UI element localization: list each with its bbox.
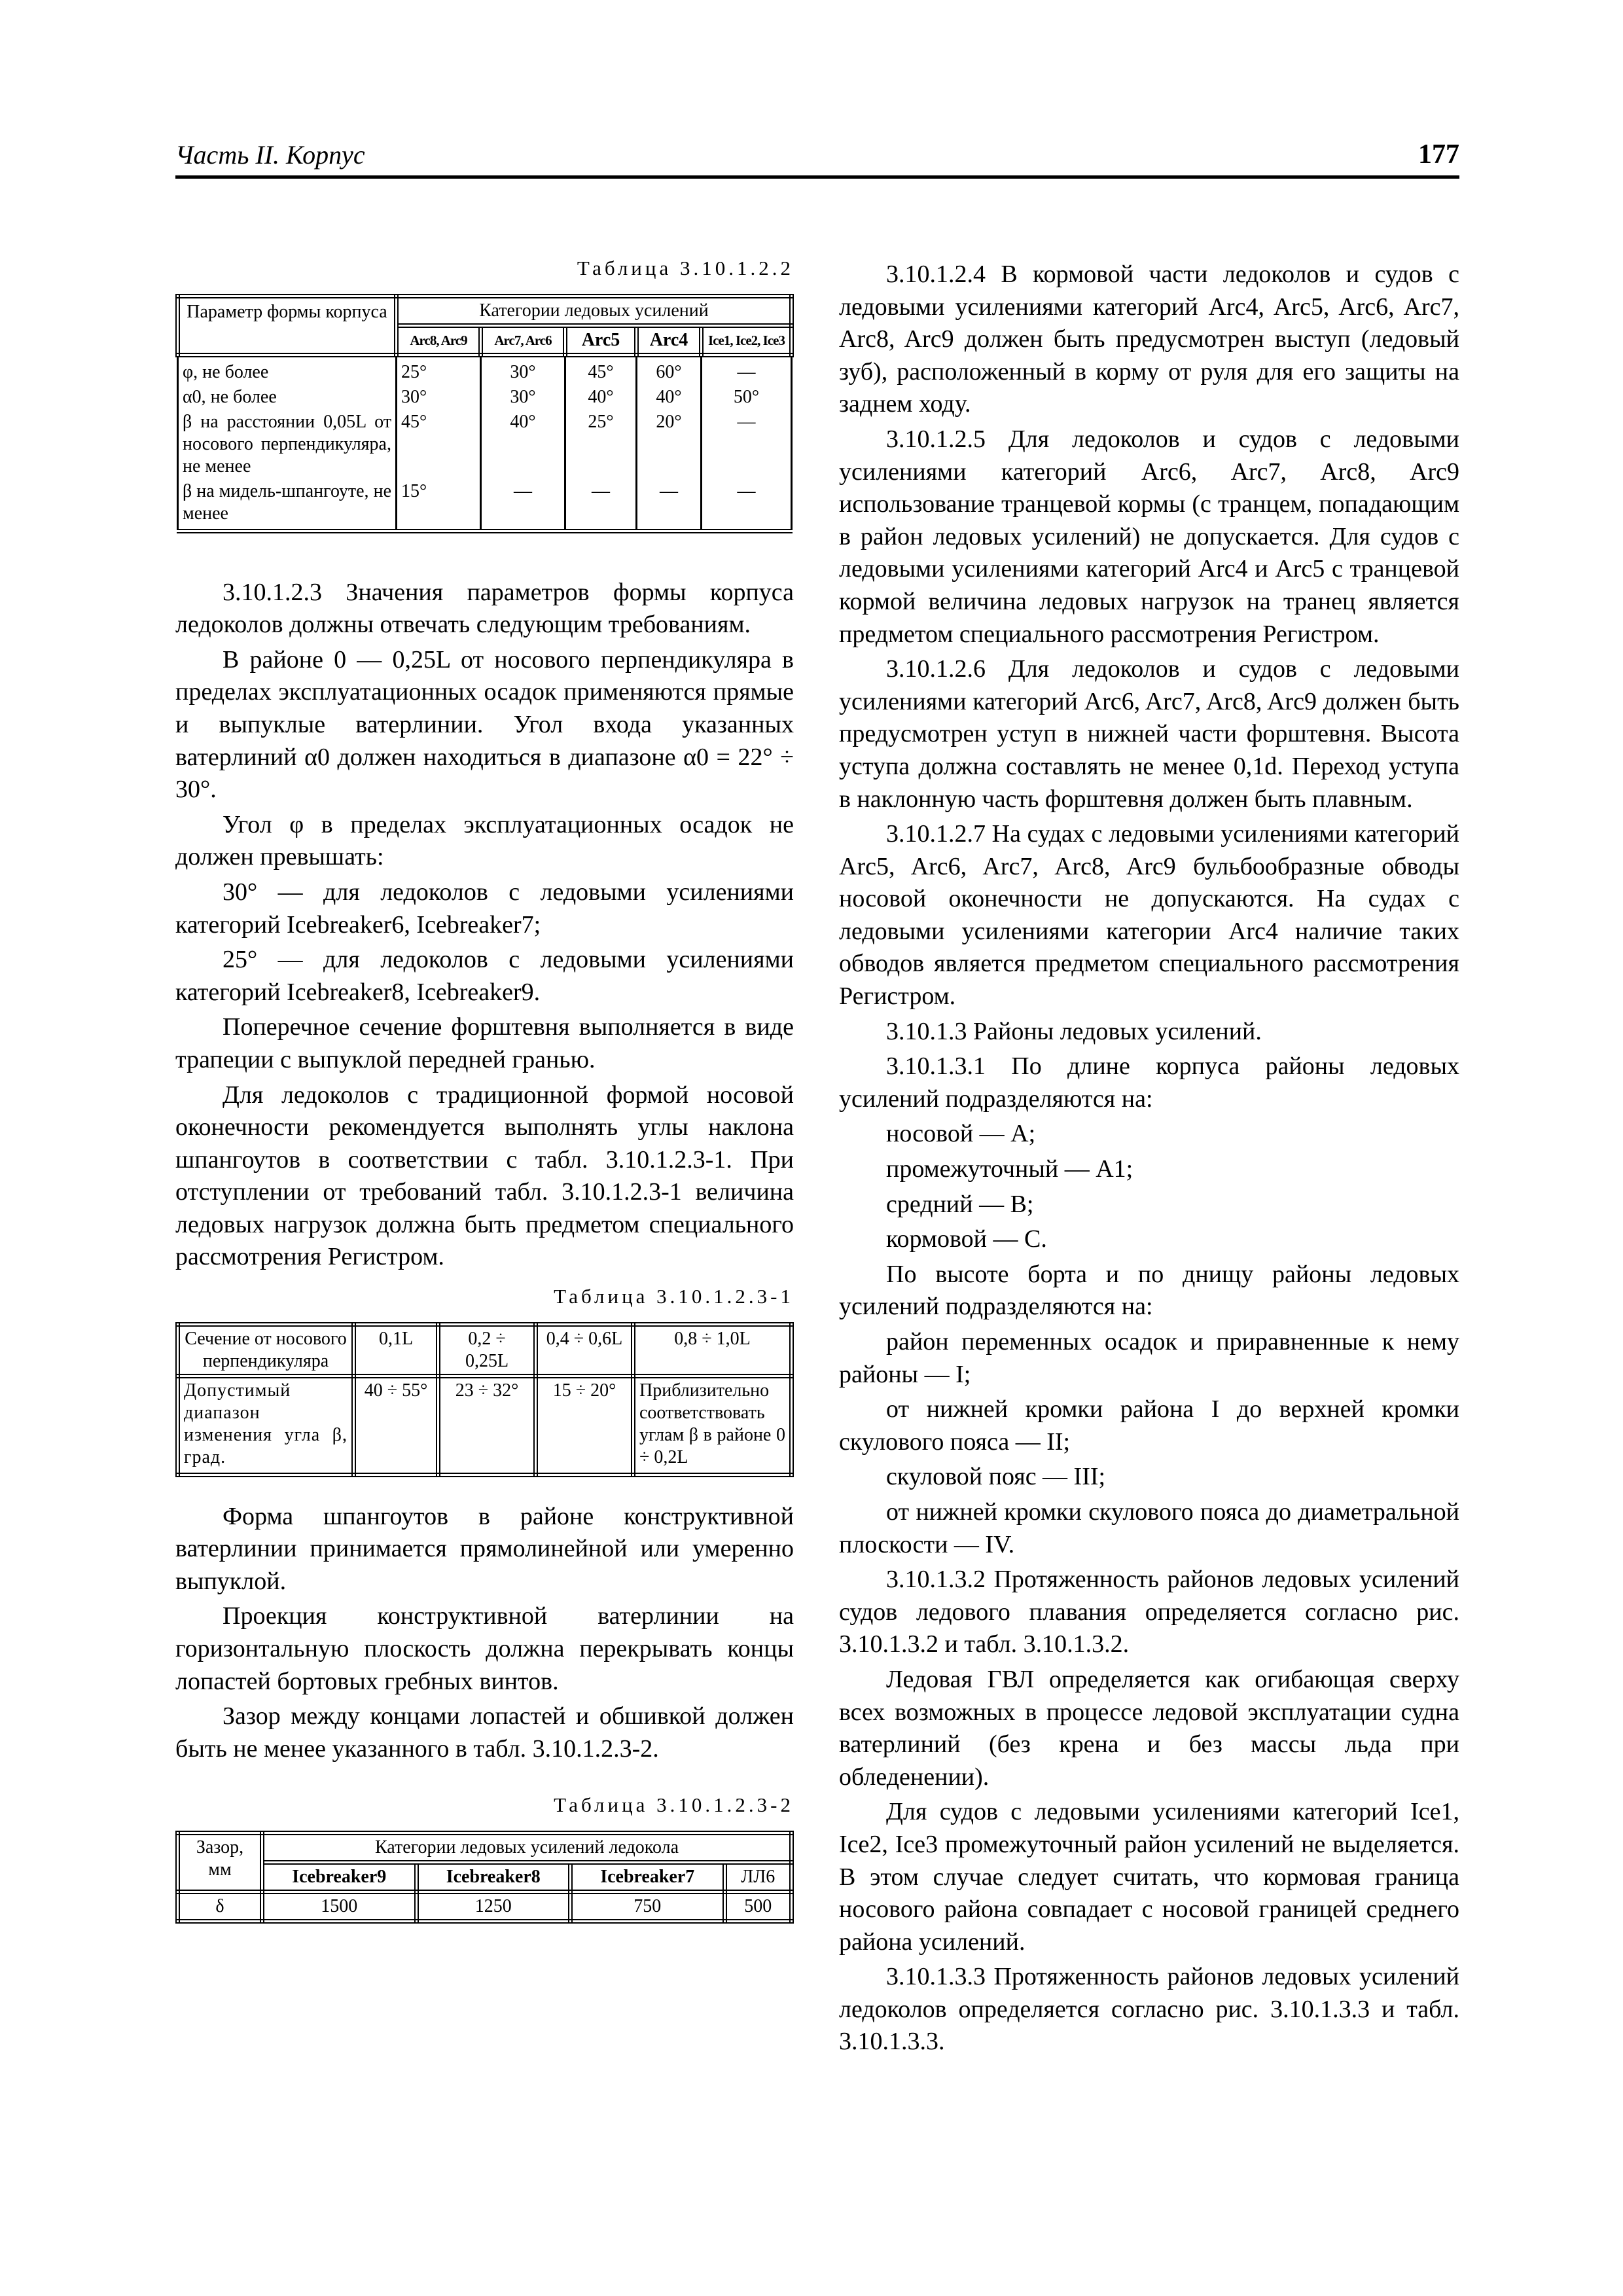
table-col-header: Ice1, Ice2, Ice3 [702, 325, 792, 355]
paragraph: 25° — для ледоколов с ледовыми усилениями категорий Icebreaker8, Icebreaker9. [175, 946, 794, 1006]
paragraph: 30° — для ледоколов с ледовыми усилениями категорий Icebreaker6, Icebreaker7; [175, 878, 794, 939]
page-number: 177 [1418, 139, 1459, 170]
table-col-header: Arc4 [637, 325, 702, 355]
table-header-cell: Категории ледовых усилений ледокола [262, 1833, 792, 1863]
table-col-header: Arc8, Arc9 [397, 325, 481, 355]
table-cell: 45° [401, 411, 427, 432]
running-title: Часть II. Корпус [175, 140, 365, 170]
table-row [178, 410, 792, 479]
paragraph: Зазор между концами лопастей и обшивкой должен быть не менее указанного в табл. 3.10.1.2.3-2. [175, 1702, 794, 1763]
paragraph: Для ледоколов с традиционной формой носовой оконечности рекомендуется выполнять углы наклона шпангоутов в соответствии с табл. 3.10.1.2.3-1. При отступлении от требований табл. 3.10.1.2.3-1 величина ледовых нагрузок должна быть предметом специального рассмотрения Регистром. [175, 1081, 794, 1271]
paragraph: Угол φ в пределах эксплуатационных осадок не должен превышать: [175, 810, 794, 871]
table-cell: 40° [588, 386, 614, 407]
table-header-categories: Категории ледовых усилений [397, 296, 792, 325]
table-caption: Таблица 3.10.1.2.2 [577, 257, 794, 279]
right-column [839, 259, 1459, 2061]
table-frame-angles [175, 1322, 794, 1477]
table-header-cell: Зазор, мм [178, 1833, 262, 1892]
table-cell: 750 [571, 1892, 725, 1922]
table-header-param: Параметр формы корпуса [178, 296, 397, 355]
table-caption: Таблица 3.10.1.2.3-1 [554, 1285, 794, 1308]
table-cell: — [737, 361, 756, 382]
paragraph: 3.10.1.3.3 Протяженность районов ледовых усилений ледоколов определяется согласно рис. 3.10.1.3.3 и табл. 3.10.1.3.3. [839, 1963, 1459, 2056]
table-row [178, 479, 792, 531]
table-cell: Приблизительно соответствовать углам β в районе 0 ÷ 0,2L [633, 1376, 792, 1475]
list-item: кормовой — C. [886, 1225, 1047, 1253]
paragraph: Проекция конструктивной ватерлинии на горизонтальную плоскость должна перекрывать концы лопастей бортовых гребных винтов. [175, 1602, 794, 1695]
table-cell: 40° [656, 386, 682, 407]
table-col-header: Arc7, Arc6 [481, 325, 565, 355]
table-col-header: ЛЛ6 [724, 1863, 792, 1892]
table-header-cell: 0,4 ÷ 0,6L [536, 1324, 633, 1376]
table-cell: 500 [724, 1892, 792, 1922]
table-cell: Допустимый диапазон изменения угла β, град. [178, 1376, 354, 1475]
table-cell: 30° [510, 386, 536, 407]
table-cell: 50° [733, 386, 760, 407]
table-header-cell: 0,1L [354, 1324, 438, 1376]
list-item: носовой — A; [886, 1120, 1036, 1148]
table-cell: β на расстоянии 0,05L от носового перпендикуляра, не менее [183, 411, 391, 476]
table-header-cell: 0,8 ÷ 1,0L [633, 1324, 792, 1376]
table-cell: 60° [656, 361, 682, 382]
paragraph: 3.10.1.2.7 На судах с ледовыми усилениями категорий Arc5, Arc6, Arc7, Arc8, Arc9 бульбообразные обводы носовой оконечности не допускаются. На судах с ледовыми усилениями категории Arc4 наличие таких обводов является предметом специального рассмотрения Регистром. [839, 820, 1459, 1011]
table-row [178, 385, 792, 410]
table-col-header: Icebreaker9 [262, 1863, 417, 1892]
table-hull-shape [175, 294, 794, 533]
paragraph: 3.10.1.2.3 Значения параметров формы корпуса ледоколов должны отвечать следующим требованиям. [175, 578, 794, 639]
paragraph: Поперечное сечение форштевня выполняется в виде трапеции с выпуклой передней гранью. [175, 1013, 794, 1073]
paragraph: 3.10.1.2.6 Для ледоколов и судов с ледовыми усилениями категорий Arc6, Arc7, Arc8, Arc9 должен быть предусмотрен уступ в нижней части форштевня. Высота уступа должна составлять не менее 0,1d. Переход уступа в наклонную часть форштевня должен быть плавным. [839, 655, 1459, 813]
table-cell: 30° [401, 386, 427, 407]
table-cell: — [660, 480, 678, 501]
table-cell: 1500 [262, 1892, 417, 1922]
table-cell: 15 ÷ 20° [536, 1376, 633, 1475]
left-column [175, 252, 794, 1924]
table-cell: 25° [588, 411, 614, 432]
list-item: средний — B; [886, 1190, 1034, 1218]
table-cell: — [737, 480, 756, 501]
table-cell: 30° [510, 361, 536, 382]
table-cell: φ, не более [183, 361, 269, 382]
table-cell: — [592, 480, 610, 501]
table-header-cell: Сечение от носового перпендикуляра [178, 1324, 354, 1376]
table-cell: δ [178, 1892, 262, 1922]
table-row [178, 1892, 792, 1922]
table-propeller-clearance [175, 1831, 794, 1924]
list-item: от нижней кромки района I до верхней кромки скулового пояса — II; [839, 1395, 1459, 1456]
list-item: промежуточный — A1; [886, 1155, 1133, 1183]
table-cell: — [737, 411, 756, 432]
table-cell: 25° [401, 361, 427, 382]
table-cell: 40 ÷ 55° [354, 1376, 438, 1475]
table-row [178, 355, 792, 385]
paragraph: 3.10.1.3 Районы ледовых усилений. [886, 1017, 1262, 1045]
table-cell: 45° [588, 361, 614, 382]
table-cell: 20° [656, 411, 682, 432]
table-cell: — [514, 480, 532, 501]
paragraph: 3.10.1.2.4 В кормовой части ледоколов и судов с ледовыми усилениями категорий Arc4, Arc5, Arc6, Arc7, Arc8, Arc9 должен быть предусмотрен выступ (ледовый зуб), расположенный в корму от руля для его защиты на заднем ходу. [839, 260, 1459, 418]
paragraph: По высоте борта и по днищу районы ледовых усилений подразделяются на: [839, 1260, 1459, 1321]
table-caption: Таблица 3.10.1.2.3-2 [554, 1793, 794, 1817]
list-item: скуловой пояс — III; [886, 1463, 1106, 1491]
table-cell: 40° [510, 411, 536, 432]
paragraph: В районе 0 — 0,25L от носового перпендикуляра в пределах эксплуатационных осадок применяются прямые и выпуклые ватерлинии. Угол входа указанных ватерлиний α0 должен находиться в диапазоне α0 = 22° ÷ 30°. [175, 645, 794, 804]
page-header [175, 139, 1459, 179]
table-cell: 1250 [416, 1892, 571, 1922]
table-row [178, 1376, 792, 1475]
paragraph: Форма шпангоутов в районе конструктивной ватерлинии принимается прямолинейной или умеренно выпуклой. [175, 1502, 794, 1595]
paragraph: Для судов с ледовыми усилениями категорий Ice1, Ice2, Ice3 промежуточный район усилений не выделяется. В этом случае следует считать, что кормовая граница носового района совпадает с носовой границей среднего района усилений. [839, 1798, 1459, 1956]
table-cell: β на мидель-шпангоуте, не менее [183, 480, 391, 524]
paragraph: Ледовая ГВЛ определяется как огибающая сверху всех возможных в процессе ледовой эксплуатации судна ватерлиний (без крена и без массы льда при обледенении). [839, 1665, 1459, 1791]
table-col-header: Icebreaker7 [571, 1863, 725, 1892]
paragraph: 3.10.1.3.2 Протяженность районов ледовых усилений судов ледового плавания определяется согласно рис. 3.10.1.3.2 и табл. 3.10.1.3.2. [839, 1566, 1459, 1659]
table-cell: 15° [401, 480, 427, 501]
list-item: район переменных осадок и приравненные к нему районы — I; [839, 1328, 1459, 1388]
table-cell: α0, не более [183, 386, 277, 407]
table-col-header: Arc5 [565, 325, 637, 355]
table-cell: 23 ÷ 32° [438, 1376, 536, 1475]
paragraph: 3.10.1.3.1 По длине корпуса районы ледовых усилений подразделяются на: [839, 1052, 1459, 1113]
paragraph: 3.10.1.2.5 Для ледоколов и судов с ледовыми усилениями категорий Arc6, Arc7, Arc8, Arc9 использование транцевой кормы (с транцем, попадающим в район ледовых усилений) не допускается. Для судов с ледовыми усилениями категорий Arc4 и Arc5 с транцевой кормой величина ледовых нагрузок на транец является предметом специального рассмотрения Регистром. [839, 425, 1459, 648]
list-item: от нижней кромки скулового пояса до диаметральной плоскости — IV. [839, 1498, 1459, 1558]
table-header-cell: 0,2 ÷ 0,25L [438, 1324, 536, 1376]
table-col-header: Icebreaker8 [416, 1863, 571, 1892]
